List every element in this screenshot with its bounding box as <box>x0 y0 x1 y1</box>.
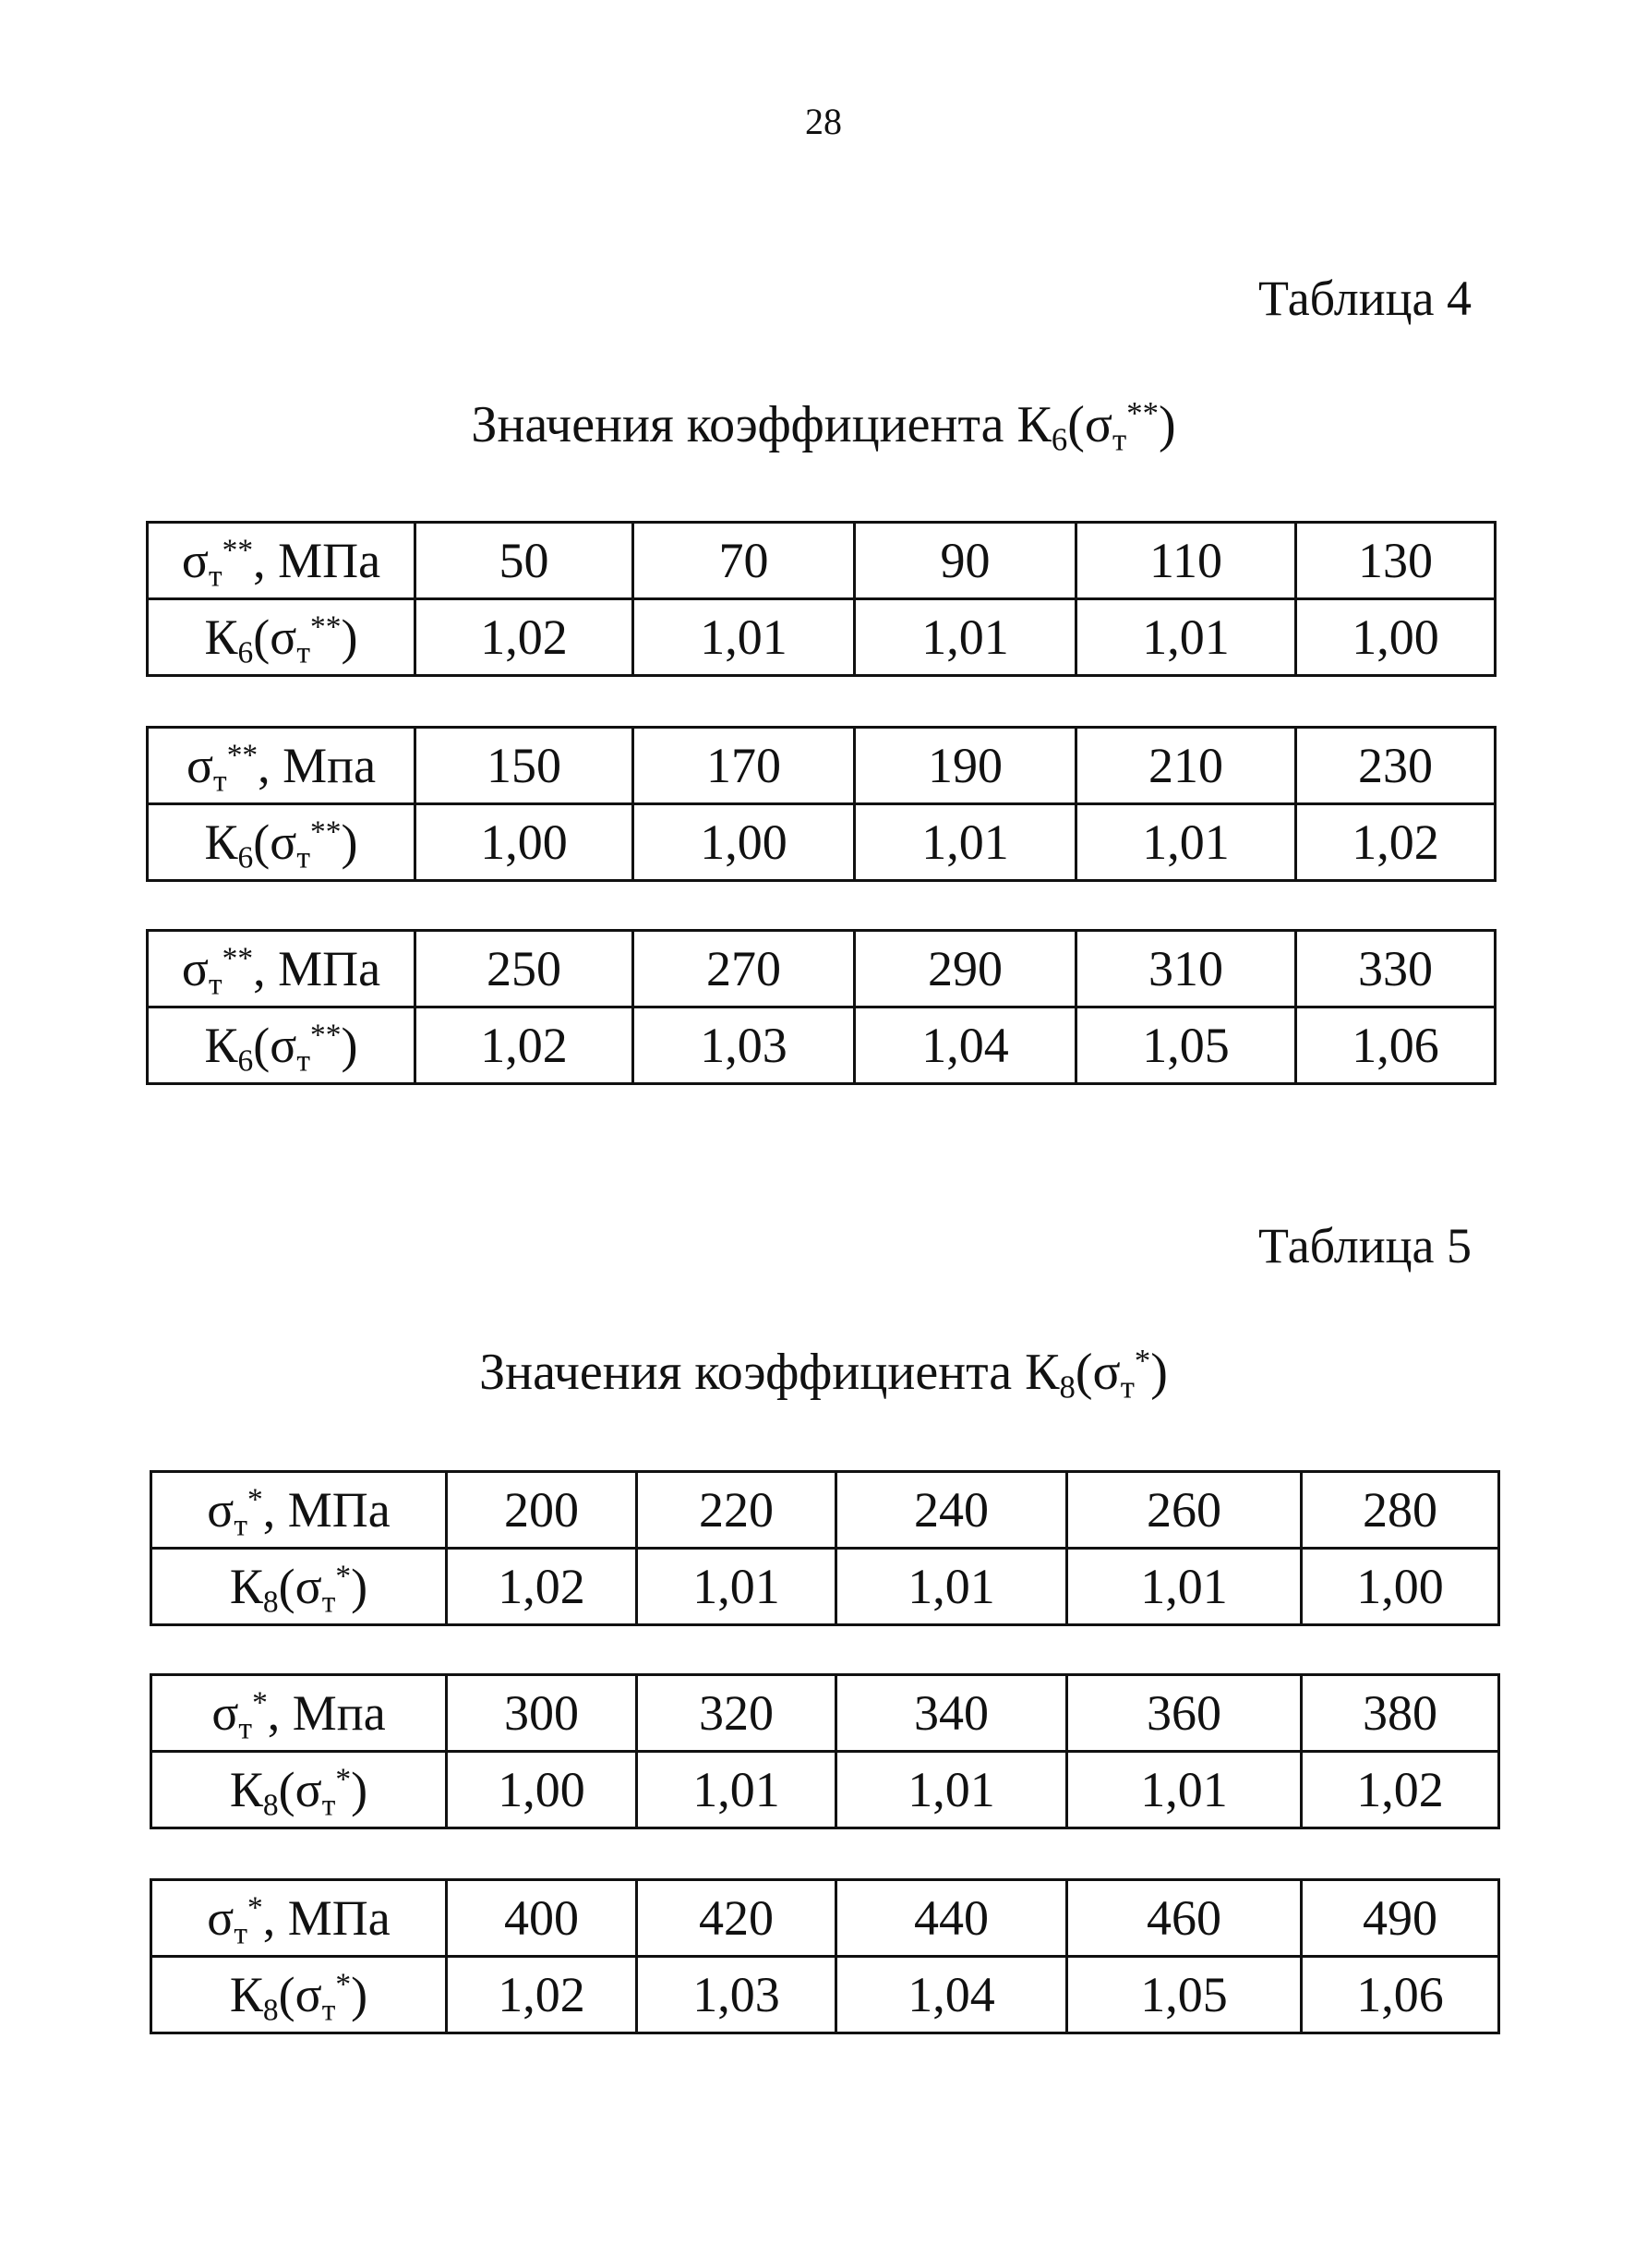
table-cell: 1,01 <box>1076 804 1296 881</box>
table-cell: 1,01 <box>855 804 1076 881</box>
row-header-stress: $\sigma_т^{**}$, Мпа <box>148 728 415 804</box>
table-4-block-3 <box>146 929 1497 1085</box>
table-cell: 1,01 <box>1067 1549 1302 1625</box>
table-cell: 1,05 <box>1067 1957 1302 2033</box>
table-cell: 340 <box>836 1675 1067 1752</box>
table-cell: 1,00 <box>1302 1549 1499 1625</box>
table-cell: 1,00 <box>415 804 633 881</box>
table-cell: 1,02 <box>1302 1752 1499 1828</box>
table-cell: 460 <box>1067 1880 1302 1957</box>
table-cell: 280 <box>1302 1472 1499 1549</box>
table-cell: 220 <box>637 1472 836 1549</box>
table-cell: 440 <box>836 1880 1067 1957</box>
row-header-stress: $\sigma_т^*$, МПа <box>151 1880 447 1957</box>
table-4-block-2 <box>146 726 1497 882</box>
table-row <box>151 1752 1499 1828</box>
row-header-coefficient: $К_8(\sigma_т^*)$ <box>151 1752 447 1828</box>
table-cell: 230 <box>1296 728 1496 804</box>
table-cell: 240 <box>836 1472 1067 1549</box>
table-cell: 1,04 <box>855 1007 1076 1084</box>
table-cell: 1,01 <box>633 599 855 676</box>
table-cell: 330 <box>1296 931 1496 1007</box>
table-4-title: Значения коэффициента $К_6(\sigma_т^{**})$ <box>471 394 1176 458</box>
table-cell: 1,02 <box>1296 804 1496 881</box>
row-header-coefficient: $К_8(\sigma_т^*)$ <box>151 1549 447 1625</box>
table-row <box>148 728 1496 804</box>
row-header-stress: $\sigma_т^*$, Мпа <box>151 1675 447 1752</box>
table-cell: 360 <box>1067 1675 1302 1752</box>
table-cell: 1,01 <box>1067 1752 1302 1828</box>
table-cell: 130 <box>1296 523 1496 599</box>
table-cell: 290 <box>855 931 1076 1007</box>
table-row <box>148 523 1496 599</box>
row-header-coefficient: $К_8(\sigma_т^*)$ <box>151 1957 447 2033</box>
table-cell: 90 <box>855 523 1076 599</box>
table-cell: 270 <box>633 931 855 1007</box>
table-row <box>151 1472 1499 1549</box>
table-cell: 190 <box>855 728 1076 804</box>
table-cell: 490 <box>1302 1880 1499 1957</box>
table-cell: 380 <box>1302 1675 1499 1752</box>
row-header-stress: $\sigma_т^*$, МПа <box>151 1472 447 1549</box>
table-cell: 1,02 <box>447 1549 637 1625</box>
table-4-block-1 <box>146 521 1497 677</box>
table-cell: 110 <box>1076 523 1296 599</box>
table-5-block-3 <box>150 1878 1500 2034</box>
table-cell: 1,01 <box>836 1549 1067 1625</box>
table-cell: 1,00 <box>447 1752 637 1828</box>
table-cell: 1,06 <box>1296 1007 1496 1084</box>
row-header-stress: $\sigma_т^{**}$, МПа <box>148 931 415 1007</box>
table-cell: 1,05 <box>1076 1007 1296 1084</box>
table-cell: 70 <box>633 523 855 599</box>
table-row <box>151 1880 1499 1957</box>
table-5-label: Таблица 5 <box>1258 1218 1472 1273</box>
table-cell: 1,02 <box>415 599 633 676</box>
table-cell: 1,02 <box>415 1007 633 1084</box>
table-cell: 400 <box>447 1880 637 1957</box>
table-cell: 50 <box>415 523 633 599</box>
table-cell: 170 <box>633 728 855 804</box>
table-cell: 1,01 <box>855 599 1076 676</box>
table-cell: 150 <box>415 728 633 804</box>
table-cell: 260 <box>1067 1472 1302 1549</box>
table-5-block-2 <box>150 1673 1500 1829</box>
table-cell: 1,00 <box>633 804 855 881</box>
row-header-coefficient: $К_6(\sigma_т^{**})$ <box>148 1007 415 1084</box>
row-header-stress: $\sigma_т^{**}$, МПа <box>148 523 415 599</box>
table-cell: 1,01 <box>637 1549 836 1625</box>
table-cell: 1,03 <box>637 1957 836 2033</box>
table-row <box>151 1549 1499 1625</box>
table-cell: 1,06 <box>1302 1957 1499 2033</box>
table-5-block-1 <box>150 1470 1500 1626</box>
table-cell: 210 <box>1076 728 1296 804</box>
table-cell: 1,03 <box>633 1007 855 1084</box>
table-cell: 310 <box>1076 931 1296 1007</box>
table-cell: 1,04 <box>836 1957 1067 2033</box>
table-cell: 1,01 <box>836 1752 1067 1828</box>
table-cell: 250 <box>415 931 633 1007</box>
table-5-title: Значения коэффициента $К_8(\sigma_т^*)$ <box>479 1342 1168 1405</box>
table-cell: 420 <box>637 1880 836 1957</box>
table-row <box>148 1007 1496 1084</box>
table-cell: 1,00 <box>1296 599 1496 676</box>
table-row <box>148 931 1496 1007</box>
table-row <box>151 1675 1499 1752</box>
row-header-coefficient: $К_6(\sigma_т^{**})$ <box>148 599 415 676</box>
table-cell: 1,02 <box>447 1957 637 2033</box>
page-number: 28 <box>805 101 842 142</box>
row-header-coefficient: $К_6(\sigma_т^{**})$ <box>148 804 415 881</box>
table-cell: 320 <box>637 1675 836 1752</box>
table-4-label: Таблица 4 <box>1258 271 1472 326</box>
table-cell: 300 <box>447 1675 637 1752</box>
table-row <box>148 804 1496 881</box>
table-row <box>151 1957 1499 2033</box>
table-cell: 200 <box>447 1472 637 1549</box>
table-row <box>148 599 1496 676</box>
table-cell: 1,01 <box>1076 599 1296 676</box>
table-cell: 1,01 <box>637 1752 836 1828</box>
